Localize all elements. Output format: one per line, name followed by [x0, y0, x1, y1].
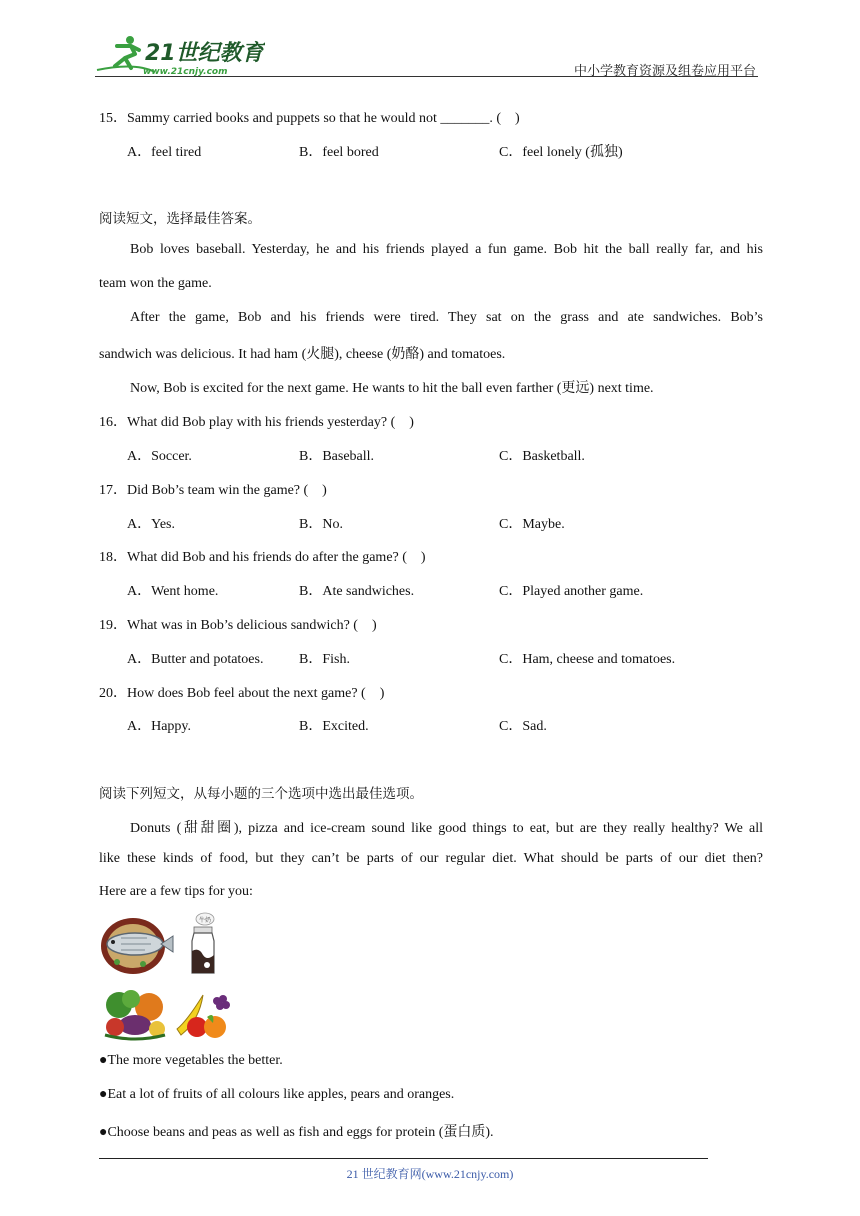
- platform-name: 中小学教育资源及组卷应用平台: [573, 64, 756, 79]
- option-18-a: A．Went home.: [127, 584, 219, 599]
- option-16-c: C．Basketball.: [499, 449, 585, 464]
- option-17-c: C．Maybe.: [499, 517, 565, 532]
- passage-2-line: After the game, Bob and his friends were tired. They sat on the grass and ate sandwiches. Bob’s: [130, 310, 763, 325]
- fish-plate-icon: [99, 914, 175, 976]
- vegetables-icon: [101, 985, 169, 1041]
- option-16-b: B．Baseball.: [299, 449, 375, 464]
- question-17: 17．Did Bob’s team win the game? ( ): [99, 483, 327, 498]
- option-17-b: B．No.: [299, 517, 343, 532]
- site-logo: [95, 32, 265, 78]
- tip-item: ●The more vegetables the better.: [99, 1053, 283, 1068]
- option-17-a: A．Yes.: [127, 517, 175, 532]
- option-19-b: B．Fish.: [299, 652, 350, 667]
- option-15-b: B．feel bored: [299, 145, 379, 160]
- question-16: 16．What did Bob play with his friends yesterday? ( ): [99, 415, 414, 430]
- option-18-b: B．Ate sandwiches.: [299, 584, 415, 599]
- option-15-c: C．feel lonely (孤独): [499, 145, 623, 160]
- option-20-b: B．Excited.: [299, 719, 369, 734]
- svg-text:牛奶: 牛奶: [198, 917, 212, 924]
- page-header: [95, 32, 760, 78]
- option-19-c: C．Ham, cheese and tomatoes.: [499, 652, 676, 667]
- option-16-a: A．Soccer.: [127, 449, 192, 464]
- passage-2-line: Bob loves baseball. Yesterday, he and his friends played a fun game. Bob hit the ball really far, and his: [130, 242, 763, 257]
- option-20-a: A．Happy.: [127, 719, 192, 734]
- footer-link[interactable]: 21 世纪教育网(www.21cnjy.com): [346, 1167, 514, 1181]
- passage-3-line: Here are a few tips for you:: [99, 884, 253, 899]
- svg-text:www.21cnjy.com: www.21cnjy.com: [143, 67, 228, 77]
- passage-3-line: like these kinds of food, but they can’t be parts of our regular diet. What should be parts of our diet then?: [99, 851, 763, 866]
- svg-text:21世纪教育: 21世纪教育: [145, 41, 264, 66]
- option-19-a: A．Butter and potatoes.: [127, 652, 264, 667]
- tip-item: ●Eat a lot of fruits of all colours like apples, pears and oranges.: [99, 1087, 455, 1102]
- option-18-c: C．Played another game.: [499, 584, 644, 599]
- option-15-a: A．feel tired: [127, 145, 202, 160]
- passage-2-line: team won the game.: [99, 276, 212, 291]
- passage-3-line: Donuts (甜甜圈), pizza and ice-cream sound like good things to eat, but are they really healthy? We all: [130, 821, 763, 836]
- option-20-c: C．Sad.: [499, 719, 547, 734]
- question-19: 19．What was in Bob’s delicious sandwich? ( ): [99, 618, 377, 633]
- passage-2-line: sandwich was delicious. It had ham (火腿), cheese (奶酪) and tomatoes.: [99, 347, 506, 362]
- question-15: 15．Sammy carried books and puppets so that he would not _______. ( ): [99, 111, 520, 126]
- fruits-icon: [173, 987, 237, 1041]
- milk-bottle-icon: [183, 911, 223, 977]
- question-20: 20．How does Bob feel about the next game? ( ): [99, 686, 385, 701]
- tip-item: ●Choose beans and peas as well as fish and eggs for protein (蛋白质).: [99, 1125, 494, 1140]
- footer-divider: [99, 1158, 708, 1159]
- question-18: 18．What did Bob and his friends do after the game? ( ): [99, 550, 426, 565]
- section-heading-2: 阅读短文，选择最佳答案。: [99, 211, 261, 227]
- section-heading-3: 阅读下列短文，从每小题的三个选项中选出最佳选项。: [99, 786, 423, 802]
- header-divider: [95, 76, 758, 77]
- passage-2-line: Now, Bob is excited for the next game. He wants to hit the ball even farther (更远) next time.: [130, 381, 654, 396]
